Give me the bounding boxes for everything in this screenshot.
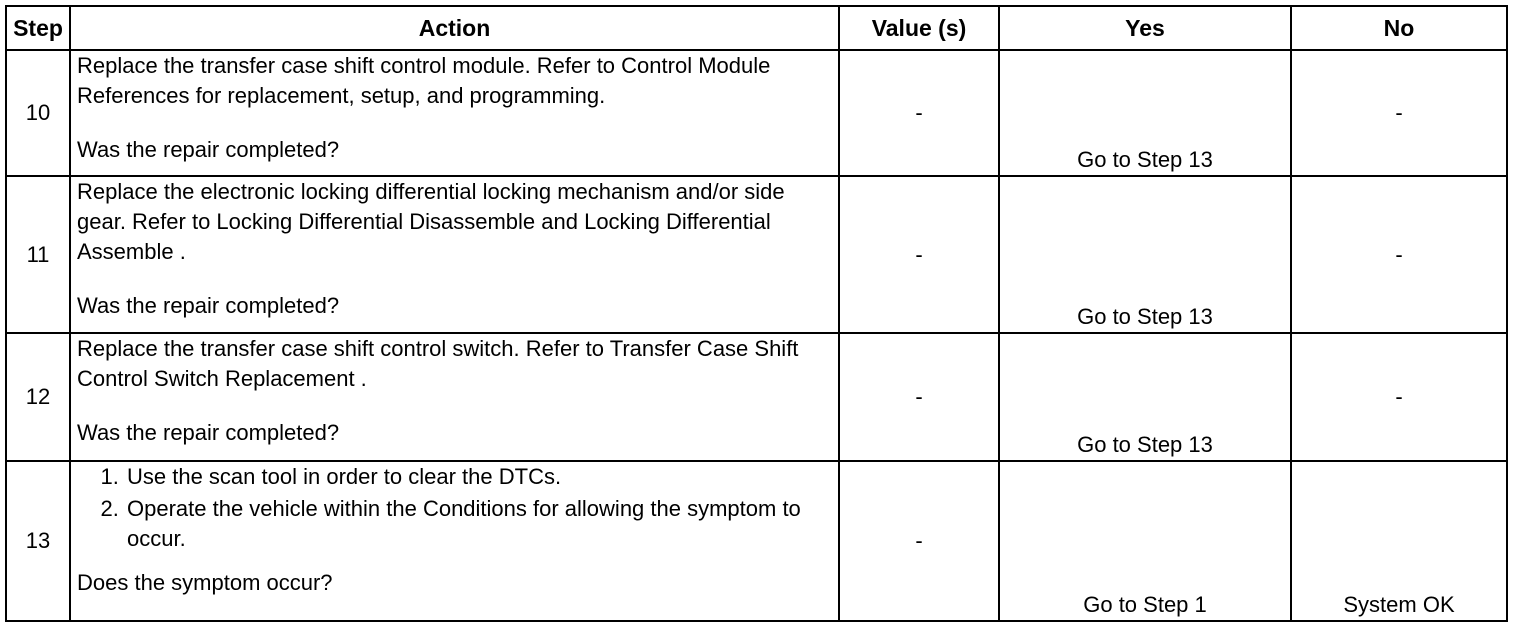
table-header-row	[6, 6, 1507, 50]
no-cell	[1291, 50, 1507, 176]
action-text: Replace the transfer case shift control switch. Refer to Transfer Case Shift Control Switch Replacement .	[77, 336, 799, 391]
no-value: -	[1395, 241, 1403, 267]
diagnostic-procedure-table	[5, 5, 1508, 622]
no-value: -	[1395, 384, 1403, 409]
action-question: Was the repair completed?	[77, 293, 340, 318]
action-cell	[70, 333, 839, 461]
no-cell	[1291, 176, 1507, 333]
header-action: Action	[70, 6, 839, 50]
action-text: Replace the transfer case shift control module. Refer to Control Module References for replacement, setup, and programming.	[77, 53, 771, 108]
no-cell	[1291, 333, 1507, 461]
step-number: 10	[6, 50, 70, 176]
action-question: Was the repair completed?	[77, 137, 340, 162]
header-value: Value (s)	[839, 6, 999, 50]
action-question: Was the repair completed?	[77, 420, 340, 445]
yes-cell: Go to Step 13	[999, 333, 1291, 461]
action-question: Does the symptom occur?	[77, 570, 333, 595]
yes-cell: Go to Step 13	[999, 176, 1291, 333]
no-value: -	[1395, 100, 1403, 125]
action-text: Replace the electronic locking differential locking mechanism and/or side gear. Refer to Locking Differential Disassemble and Locking Differential Assemble .	[77, 179, 785, 264]
table-row	[6, 176, 1507, 333]
header-yes: Yes	[999, 6, 1291, 50]
step-number: 12	[6, 333, 70, 461]
action-step-item: 1. Use the scan tool in order to clear the DTCs.	[125, 462, 832, 492]
yes-cell: Go to Step 13	[999, 50, 1291, 176]
step-number: 13	[6, 461, 70, 621]
action-cell	[70, 50, 839, 176]
action-cell	[70, 176, 839, 333]
table-row	[6, 333, 1507, 461]
value-cell: -	[839, 50, 999, 176]
value-cell: -	[839, 176, 999, 333]
header-no: No	[1291, 6, 1507, 50]
header-step: Step	[6, 6, 70, 50]
table-row	[6, 461, 1507, 621]
value-cell: -	[839, 461, 999, 621]
no-cell: System OK	[1291, 461, 1507, 621]
table-row	[6, 50, 1507, 176]
yes-cell: Go to Step 1	[999, 461, 1291, 621]
step-number: 11	[6, 176, 70, 333]
action-step-item: 2. Operate the vehicle within the Conditions for allowing the symptom to occur.	[125, 494, 832, 554]
value-cell: -	[839, 333, 999, 461]
action-cell	[70, 461, 839, 621]
action-steps-list	[77, 462, 832, 554]
